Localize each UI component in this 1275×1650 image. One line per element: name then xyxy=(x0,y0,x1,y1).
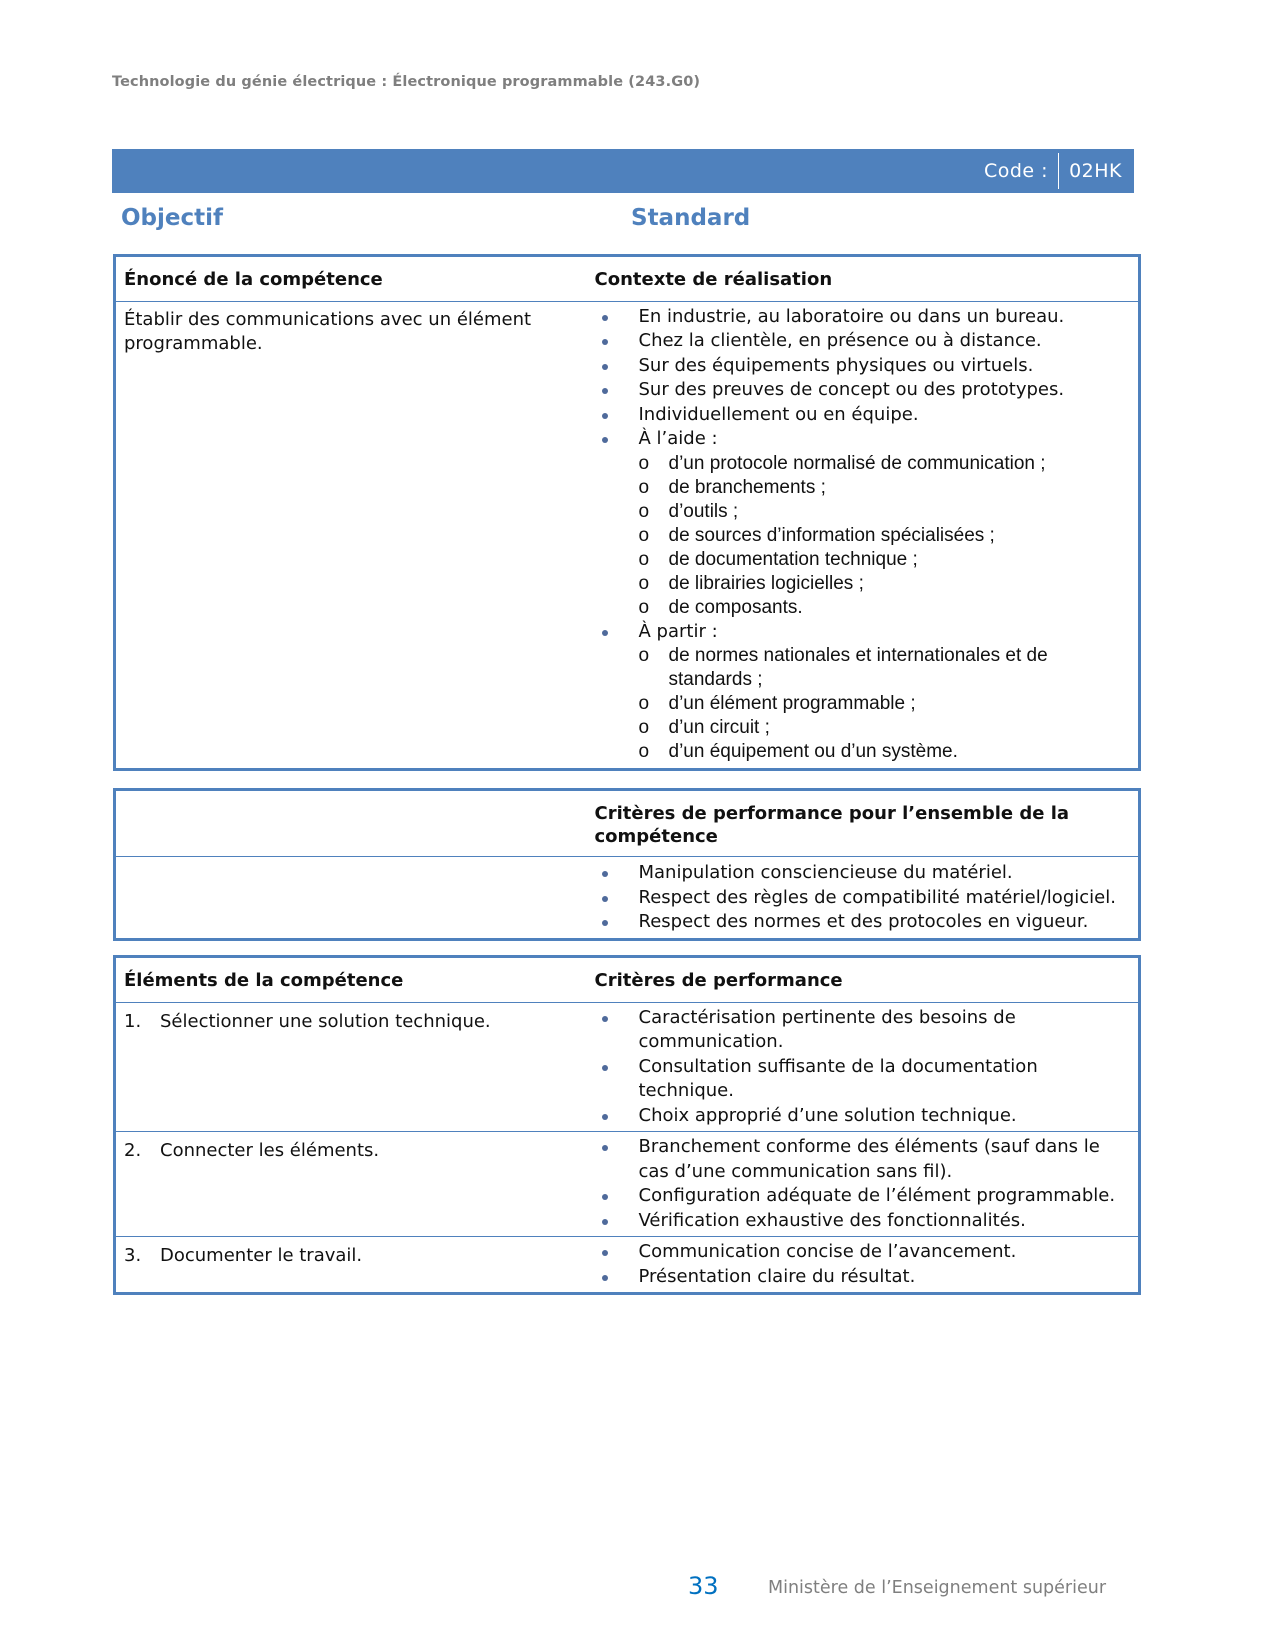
contexte-sublist xyxy=(639,644,1131,764)
contexte-item xyxy=(595,305,1131,330)
table-row xyxy=(115,1237,1140,1294)
table-row xyxy=(115,301,1140,770)
table-row xyxy=(115,857,1140,940)
enonce-header: Énoncé de la compétence xyxy=(115,256,587,302)
running-header-title: Technologie du génie électrique : Électronique programmable (243.G0) xyxy=(112,74,701,90)
code-label: Code : xyxy=(983,160,1049,182)
contexte-header: Contexte de réalisation xyxy=(587,256,1140,302)
contexte-item-text: À l’aide : xyxy=(638,428,718,449)
table-header-row xyxy=(115,957,1140,1003)
code-bar xyxy=(112,149,1134,193)
element-number: 1. xyxy=(124,1010,142,1032)
page-number: 33 xyxy=(688,1572,719,1600)
element-list xyxy=(124,1244,579,1269)
table-row xyxy=(115,1002,1140,1132)
footer-organization: Ministère de l’Enseignement supérieur xyxy=(768,1578,1107,1598)
contexte-item xyxy=(595,378,1131,403)
elements-header: Éléments de la compétence xyxy=(115,957,587,1003)
overall-criterion: Respect des normes et des protocoles en vigueur. xyxy=(595,910,1131,935)
element-number: 2. xyxy=(124,1140,142,1161)
element-text: Connecter les éléments. xyxy=(160,1140,380,1161)
contexte-subitem: o de librairies logicielles ; xyxy=(639,572,1131,596)
contexte-subitem: o d’un élément programmable ; xyxy=(639,692,1131,716)
criteria-header: Critères de performance xyxy=(587,957,1140,1003)
contexte-item xyxy=(595,620,1131,765)
overall-criteria-list xyxy=(595,861,1131,935)
element-text: Sélectionner une solution technique. xyxy=(160,1010,491,1032)
section-title-objectif: Objectif xyxy=(121,205,224,231)
element-item xyxy=(124,1244,579,1269)
contexte-item-text: Sur des équipements physiques ou virtuels. xyxy=(638,354,1034,376)
criteria-cell xyxy=(587,1237,1140,1294)
table-header-row xyxy=(115,790,1140,857)
contexte-item xyxy=(595,329,1131,354)
element-text: Documenter le travail. xyxy=(160,1245,363,1266)
element-cell xyxy=(115,1132,587,1237)
code-value: 02HK xyxy=(1069,160,1122,182)
element-item xyxy=(124,1010,579,1035)
element-item xyxy=(124,1139,579,1164)
element-list xyxy=(124,1139,579,1164)
empty-cell xyxy=(115,857,587,940)
overall-criterion: Manipulation consciencieuse du matériel. xyxy=(595,861,1131,886)
criteria-cell xyxy=(587,1002,1140,1132)
contexte-sublist xyxy=(639,452,1131,620)
criterion: Communication concise de l’avancement. xyxy=(595,1240,1131,1265)
contexte-subitem: o de documentation technique ; xyxy=(639,548,1131,572)
table-header-row xyxy=(115,256,1140,302)
contexte-item-text: À partir : xyxy=(638,620,718,642)
contexte-subitem: o de normes nationales et internationales et de standards ; xyxy=(639,644,1131,692)
element-cell xyxy=(115,1002,587,1132)
overall-criteria-header: Critères de performance pour l’ensemble de la compétence xyxy=(587,790,1140,857)
elements-criteria-table xyxy=(113,955,1141,1295)
competence-statement-table xyxy=(113,254,1141,771)
criteria-list xyxy=(595,1135,1131,1233)
section-title-standard: Standard xyxy=(631,205,751,231)
overall-criteria-table xyxy=(113,788,1141,941)
criterion: Configuration adéquate de l’élément programmable. xyxy=(595,1184,1131,1209)
contexte-item xyxy=(595,427,1131,620)
criteria-list xyxy=(595,1240,1131,1289)
empty-header xyxy=(115,790,587,857)
enonce-text: Établir des communications avec un élément programmable. xyxy=(124,308,532,354)
contexte-item-text: Chez la clientèle, en présence ou à distance. xyxy=(638,330,1042,351)
contexte-item-text: En industrie, au laboratoire ou dans un bureau. xyxy=(638,305,1065,327)
element-number: 3. xyxy=(124,1245,142,1266)
overall-criterion: Respect des règles de compatibilité matériel/logiciel. xyxy=(595,886,1131,911)
contexte-list xyxy=(595,305,1131,765)
contexte-item-text: Individuellement ou en équipe. xyxy=(638,403,919,425)
table-row xyxy=(115,1132,1140,1237)
criterion: Caractérisation pertinente des besoins de communication. xyxy=(595,1006,1131,1055)
criterion: Vérification exhaustive des fonctionnalités. xyxy=(595,1209,1131,1234)
contexte-subitem: o de sources d’information spécialisées ; xyxy=(639,524,1131,548)
criterion: Choix approprié d’une solution technique. xyxy=(595,1104,1131,1129)
element-cell xyxy=(115,1237,587,1294)
contexte-subitem: o d’un circuit ; xyxy=(639,716,1131,740)
contexte-item-text: Sur des preuves de concept ou des prototypes. xyxy=(638,379,1065,400)
criterion: Présentation claire du résultat. xyxy=(595,1265,1131,1290)
contexte-subitem: o de composants. xyxy=(639,596,1131,620)
criteria-cell xyxy=(587,1132,1140,1237)
criteria-list xyxy=(595,1006,1131,1129)
contexte-item xyxy=(595,403,1131,428)
element-list xyxy=(124,1010,579,1035)
contexte-item xyxy=(595,354,1131,379)
criterion: Branchement conforme des éléments (sauf dans le cas d’une communication sans fil). xyxy=(595,1135,1131,1184)
contexte-subitem: o d’outils ; xyxy=(639,500,1131,524)
contexte-subitem: o de branchements ; xyxy=(639,476,1131,500)
criterion: Consultation suffisante de la documentation technique. xyxy=(595,1055,1131,1104)
contexte-subitem: o d’un protocole normalisé de communication ; xyxy=(639,452,1131,476)
contexte-subitem: o d’un équipement ou d’un système. xyxy=(639,740,1131,764)
